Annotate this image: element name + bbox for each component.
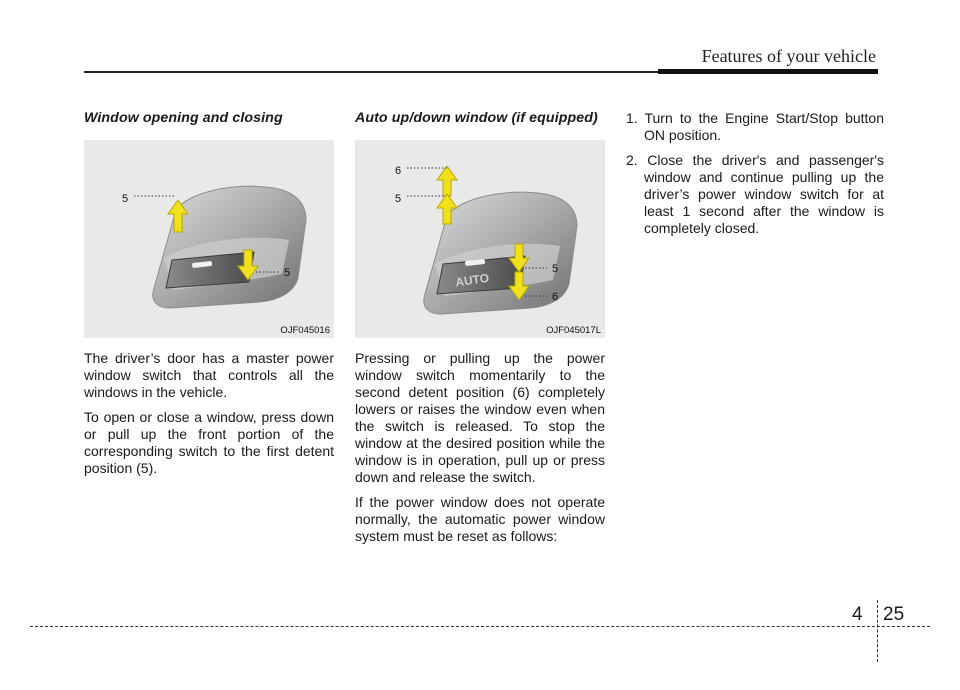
footer-rule (30, 626, 930, 627)
figure-window-switch (84, 140, 334, 338)
header-title: Features of your vehicle (701, 46, 876, 66)
callout-label: 5 (552, 263, 559, 275)
paragraph: If the power window does not operate normally, the automatic power window system must be reset as follows: (355, 494, 605, 544)
chapter-number: 4 (852, 604, 863, 625)
paragraph: To open or close a window, press down or pull up the front portion of the corresponding switch to the first detent position (5). (84, 409, 334, 476)
auto-button-label: AUTO (454, 270, 490, 290)
list-item: 2. Close the driver's and passenger's window and continue pulling up the driver’s power window switch for at least 1 second after the window is completely closed. (626, 152, 884, 236)
callout-label: 5 (284, 267, 291, 279)
callout-label: 6 (552, 291, 559, 303)
figure-code: OJF045017L (546, 325, 601, 336)
paragraph: The driver’s door has a master power window switch that controls all the windows in the vehicle. (84, 350, 334, 400)
callout-label: 5 (122, 193, 129, 205)
callout-leaders (355, 140, 605, 338)
section-heading: Window opening and closing (84, 110, 283, 126)
reset-steps-section (626, 110, 884, 245)
callout-label: 5 (395, 193, 402, 205)
page-divider (877, 600, 878, 662)
paragraph: Pressing or pulling up the power window switch momentarily to the second detent position (6) completely lowers or raises the window even when the switch is released. To stop the window at the desired position while the window is in operation, pull up or press down and release the switch. (355, 350, 605, 485)
reset-steps-list (626, 110, 884, 237)
figure-auto-window-switch (355, 140, 605, 338)
callout-label: 6 (395, 165, 402, 177)
callout-leaders (84, 140, 334, 338)
section-auto-window (355, 110, 605, 545)
header-rule (84, 71, 658, 73)
header-rule-accent (658, 69, 878, 74)
page-number: 25 (883, 604, 905, 625)
figure-code: OJF045016 (280, 325, 330, 336)
section-window-opening (84, 110, 334, 477)
list-item: 1. Turn to the Engine Start/Stop button ON position. (626, 110, 884, 143)
section-heading: Auto up/down window (if equipped) (355, 110, 598, 126)
